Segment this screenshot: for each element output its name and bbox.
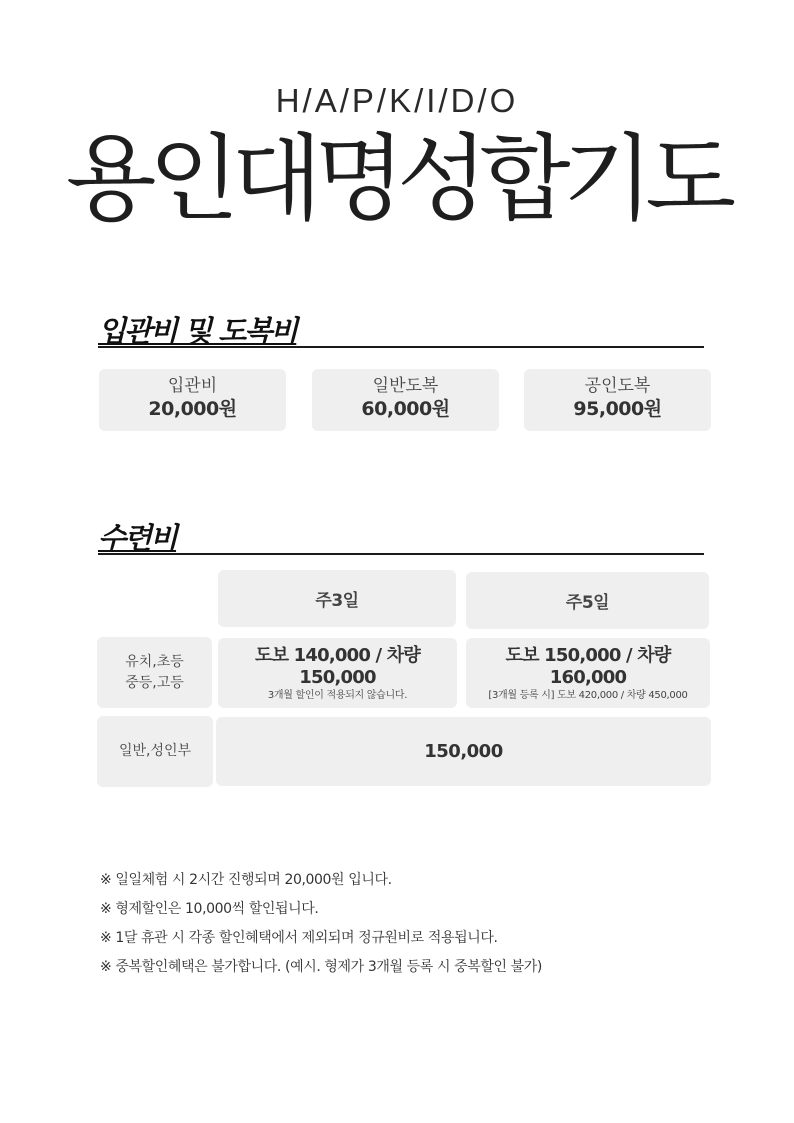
- price-note: 3개월 할인이 적용되지 않습니다.: [267, 689, 408, 701]
- fee-card-official-uniform: [524, 369, 711, 431]
- notes-list: [100, 866, 542, 982]
- row-label-line: 유치,초등: [125, 653, 184, 670]
- fee-card-uniform: [312, 369, 499, 431]
- fee-value: 20,000원: [148, 398, 237, 420]
- fee-value: 95,000원: [573, 398, 662, 420]
- note-item: ※ 1달 휴관 시 각종 할인혜택에서 제외되며 정규원비로 적용됩니다.: [100, 930, 498, 946]
- note-item: ※ 중복할인혜택은 불가합니다. (예시. 형제가 3개월 등록 시 중복할인 불가): [100, 959, 542, 975]
- section-heading-tuition: [98, 519, 704, 555]
- fee-value: 60,000원: [361, 398, 450, 420]
- note-item: ※ 형제할인은 10,000씩 할인됩니다.: [100, 901, 319, 917]
- column-header-3days: [218, 570, 456, 627]
- section-title-tuition: 수련비: [98, 521, 177, 555]
- row-label-adults: [97, 716, 213, 787]
- fee-card-admission: [99, 369, 286, 431]
- section-heading-fees: [98, 312, 704, 348]
- row-label-line: 중등,고등: [125, 674, 184, 691]
- column-header-label: 주5일: [565, 593, 610, 613]
- price-text: 도보 150,000 / 차량 160,000: [505, 644, 671, 688]
- fee-label: 공인도복: [584, 376, 651, 396]
- row-label-students: [97, 637, 212, 708]
- column-header-5days: [466, 572, 709, 629]
- price-text: 150,000: [424, 741, 503, 762]
- section-title-fees: 입관비 및 도복비: [98, 314, 297, 348]
- note-item: ※ 일일체험 시 2시간 진행되며 20,000원 입니다.: [100, 872, 392, 888]
- price-cell-students-3days: [218, 638, 457, 708]
- price-text: 도보 140,000 / 차량 150,000: [255, 644, 420, 688]
- page-title: 용인대명성합기도: [65, 125, 729, 234]
- price-cell-students-5days: [466, 638, 710, 708]
- fee-label: 일반도복: [372, 376, 439, 396]
- column-header-label: 주3일: [315, 591, 359, 611]
- subtitle-hapkido: H/A/P/K/I/D/O: [275, 82, 519, 119]
- price-cell-adults: [216, 717, 711, 786]
- price-note: [3개월 등록 시] 도보 420,000 / 차량 450,000: [488, 689, 688, 701]
- row-label-line: 일반,성인부: [118, 743, 192, 759]
- fee-label: 입관비: [167, 376, 218, 396]
